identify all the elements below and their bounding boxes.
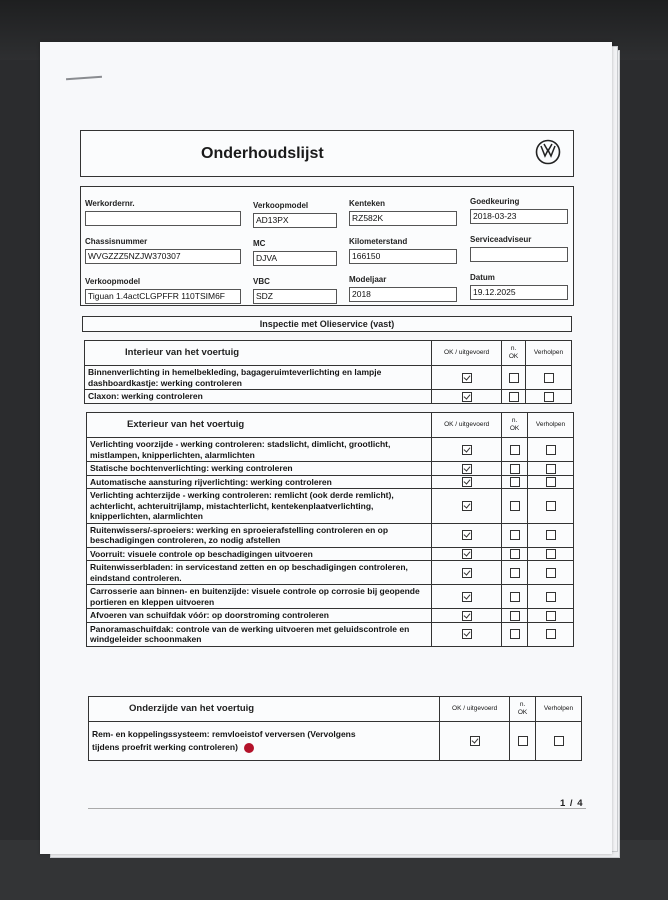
ok-checkbox[interactable]	[462, 530, 472, 540]
verholpen-checkbox[interactable]	[546, 568, 556, 578]
kilometerstand-field[interactable]: 166150	[349, 249, 457, 264]
chassisnummer-field[interactable]: WVGZZZ5NZJW370307	[85, 249, 241, 264]
verkoopmodel-code-field[interactable]: AD13PX	[253, 213, 337, 228]
modeljaar-field[interactable]: 2018	[349, 287, 457, 302]
red-marker-dot-icon	[244, 743, 254, 753]
item-text: Verlichting achterzijde - werking controleren: remlicht (ook derde remlicht), achterlicht, achteruitrijlamp, mistachterlicht, kentekenplaatverlichting, knipperlichten, alarmlichten	[87, 489, 432, 524]
ok-checkbox[interactable]	[462, 549, 472, 559]
ok-checkbox[interactable]	[462, 477, 472, 487]
ok-checkbox[interactable]	[470, 736, 480, 746]
section-header-row	[85, 341, 572, 366]
table-row	[87, 547, 574, 561]
verholpen-checkbox[interactable]	[546, 445, 556, 455]
werkordernr-label: Werkordernr.	[85, 199, 135, 208]
table-row	[87, 462, 574, 476]
ok-checkbox[interactable]	[462, 445, 472, 455]
item-text: Statische bochtenverlichting: werking controleren	[87, 462, 432, 476]
verkoopmodel-code-cell	[253, 201, 337, 228]
verholpen-checkbox[interactable]	[546, 501, 556, 511]
table-row	[87, 438, 574, 462]
not-ok-checkbox[interactable]	[510, 549, 520, 559]
item-text-line2: tijdens proefrit werking controleren)	[92, 742, 238, 752]
item-text: Afvoeren van schuifdak vóór: op doorstroming controleren	[87, 609, 432, 623]
not-ok-checkbox[interactable]	[509, 373, 519, 383]
verholpen-checkbox[interactable]	[546, 464, 556, 474]
section-title: Onderzijde van het voertuig	[89, 697, 440, 722]
not-ok-checkbox[interactable]	[510, 477, 520, 487]
item-text: Carrosserie aan binnen- en buitenzijde: visuele controle op corrosie bij geopende portieren en kleppen uitvoeren	[87, 585, 432, 609]
vw-logo-icon	[535, 139, 561, 165]
section-header-row	[89, 697, 582, 722]
not-ok-checkbox[interactable]	[509, 392, 519, 402]
not-ok-checkbox[interactable]	[510, 501, 520, 511]
table-row	[87, 489, 574, 524]
vbc-field[interactable]: SDZ	[253, 289, 337, 304]
verholpen-checkbox[interactable]	[554, 736, 564, 746]
column-ok: OK / uitgevoerd	[432, 413, 502, 438]
chassisnummer-label: Chassisnummer	[85, 237, 148, 246]
verholpen-checkbox[interactable]	[544, 373, 554, 383]
ok-checkbox[interactable]	[462, 392, 472, 402]
not-ok-checkbox[interactable]	[510, 629, 520, 639]
mc-field[interactable]: DJVA	[253, 251, 337, 266]
goedkeuring-cell	[470, 197, 568, 224]
datum-cell	[470, 273, 568, 300]
kenteken-field[interactable]: RZ582K	[349, 211, 457, 226]
modeljaar-label: Modeljaar	[349, 275, 387, 284]
ok-checkbox[interactable]	[462, 373, 472, 383]
item-text-line1: Rem- en koppelingssysteem: remvloeistof verversen (Vervolgens	[92, 729, 356, 739]
mc-cell	[253, 239, 337, 266]
verholpen-checkbox[interactable]	[546, 549, 556, 559]
table-row	[87, 523, 574, 547]
item-text: Claxon: werking controleren	[85, 390, 432, 404]
exterieur-table	[86, 412, 574, 647]
column-verholpen: Verholpen	[528, 413, 574, 438]
serviceadviseur-cell	[470, 235, 568, 262]
verholpen-checkbox[interactable]	[546, 592, 556, 602]
ok-checkbox[interactable]	[462, 611, 472, 621]
column-not-ok-top: n.	[511, 417, 518, 424]
section-title: Exterieur van het voertuig	[87, 413, 432, 438]
vbc-cell	[253, 277, 337, 304]
goedkeuring-label: Goedkeuring	[470, 197, 520, 206]
verkoopmodel-naam-field[interactable]: Tiguan 1.4actCLGPFFR 110TSIM6F	[85, 289, 241, 304]
column-not-ok-top: n.	[519, 701, 526, 708]
table-row	[87, 609, 574, 623]
ok-checkbox[interactable]	[462, 629, 472, 639]
section-title: Interieur van het voertuig	[85, 341, 432, 366]
vehicle-info-block	[80, 186, 574, 306]
verkoopmodel-naam-label: Verkoopmodel	[85, 277, 141, 286]
not-ok-checkbox[interactable]	[510, 445, 520, 455]
column-not-ok-top: n.	[510, 345, 517, 352]
vbc-label: VBC	[253, 277, 270, 286]
column-not-ok	[510, 697, 536, 722]
ok-checkbox[interactable]	[462, 592, 472, 602]
modeljaar-cell	[349, 275, 457, 302]
item-text: Binnenverlichting in hemelbekleding, bagageruimteverlichting en lampje dashboardkastje: werking controleren	[85, 366, 432, 390]
datum-field[interactable]: 19.12.2025	[470, 285, 568, 300]
verholpen-checkbox[interactable]	[546, 530, 556, 540]
item-text	[89, 722, 440, 761]
item-text: Voorruit: visuele controle op beschadigingen uitvoeren	[87, 547, 432, 561]
column-verholpen: Verholpen	[536, 697, 582, 722]
verholpen-checkbox[interactable]	[544, 392, 554, 402]
column-not-ok-bottom: OK	[508, 353, 519, 360]
document-title: Onderhoudslijst	[201, 145, 324, 162]
ok-checkbox[interactable]	[462, 501, 472, 511]
verholpen-checkbox[interactable]	[546, 611, 556, 621]
table-row	[89, 722, 582, 761]
verkoopmodel-naam-cell	[85, 277, 241, 304]
werkordernr-field[interactable]	[85, 211, 241, 226]
page-number: 1 / 4	[560, 798, 584, 809]
table-row	[87, 585, 574, 609]
table-row	[85, 366, 572, 390]
mc-label: MC	[253, 239, 266, 248]
not-ok-checkbox[interactable]	[510, 568, 520, 578]
verkoopmodel-code-label: Verkoopmodel	[253, 201, 309, 210]
verholpen-checkbox[interactable]	[546, 629, 556, 639]
kenteken-cell	[349, 199, 457, 226]
item-text: Automatische aansturing rijverlichting: werking controleren	[87, 475, 432, 489]
datum-label: Datum	[470, 273, 495, 282]
interieur-table	[84, 340, 572, 404]
footer-divider	[88, 808, 586, 809]
inspection-title: Inspectie met Olieservice (vast)	[82, 316, 572, 332]
table-row	[87, 561, 574, 585]
column-ok: OK / uitgevoerd	[432, 341, 502, 366]
document-header	[80, 130, 574, 177]
not-ok-checkbox[interactable]	[510, 464, 520, 474]
serviceadviseur-label: Serviceadviseur	[470, 235, 532, 244]
column-ok: OK / uitgevoerd	[440, 697, 510, 722]
item-text: Verlichting voorzijde - werking controleren: stadslicht, dimlicht, grootlicht, mistlampen, knipperlichten, alarmlichten	[87, 438, 432, 462]
column-verholpen: Verholpen	[526, 341, 572, 366]
item-text: Ruitenwisserbladen: in servicestand zetten en op beschadigingen controleren, eindstand controleren.	[87, 561, 432, 585]
item-text: Panoramaschuifdak: controle van de werking uitvoeren met geluidscontrole en windgeleider schoonmaken	[87, 622, 432, 646]
ok-checkbox[interactable]	[462, 568, 472, 578]
kenteken-label: Kenteken	[349, 199, 386, 208]
goedkeuring-field[interactable]: 2018-03-23	[470, 209, 568, 224]
kilometerstand-label: Kilometerstand	[349, 237, 408, 246]
serviceadviseur-field[interactable]	[470, 247, 568, 262]
verholpen-checkbox[interactable]	[546, 477, 556, 487]
ok-checkbox[interactable]	[462, 464, 472, 474]
column-not-ok	[502, 413, 528, 438]
not-ok-checkbox[interactable]	[510, 592, 520, 602]
table-row	[87, 475, 574, 489]
column-not-ok-bottom: OK	[509, 425, 520, 432]
not-ok-checkbox[interactable]	[510, 611, 520, 621]
item-text: Ruitenwissers/-sproeiers: werking en sproeierafstelling controleren en op beschadigingen controleren, zo nodig afstellen	[87, 523, 432, 547]
table-row	[85, 390, 572, 404]
werkordernr-cell	[85, 199, 241, 226]
onderzijde-table	[88, 696, 582, 761]
column-not-ok-bottom: OK	[517, 709, 528, 716]
not-ok-checkbox[interactable]	[518, 736, 528, 746]
section-header-row	[87, 413, 574, 438]
chassisnummer-cell	[85, 237, 241, 264]
not-ok-checkbox[interactable]	[510, 530, 520, 540]
kilometerstand-cell	[349, 237, 457, 264]
table-row	[87, 622, 574, 646]
column-not-ok	[502, 341, 526, 366]
